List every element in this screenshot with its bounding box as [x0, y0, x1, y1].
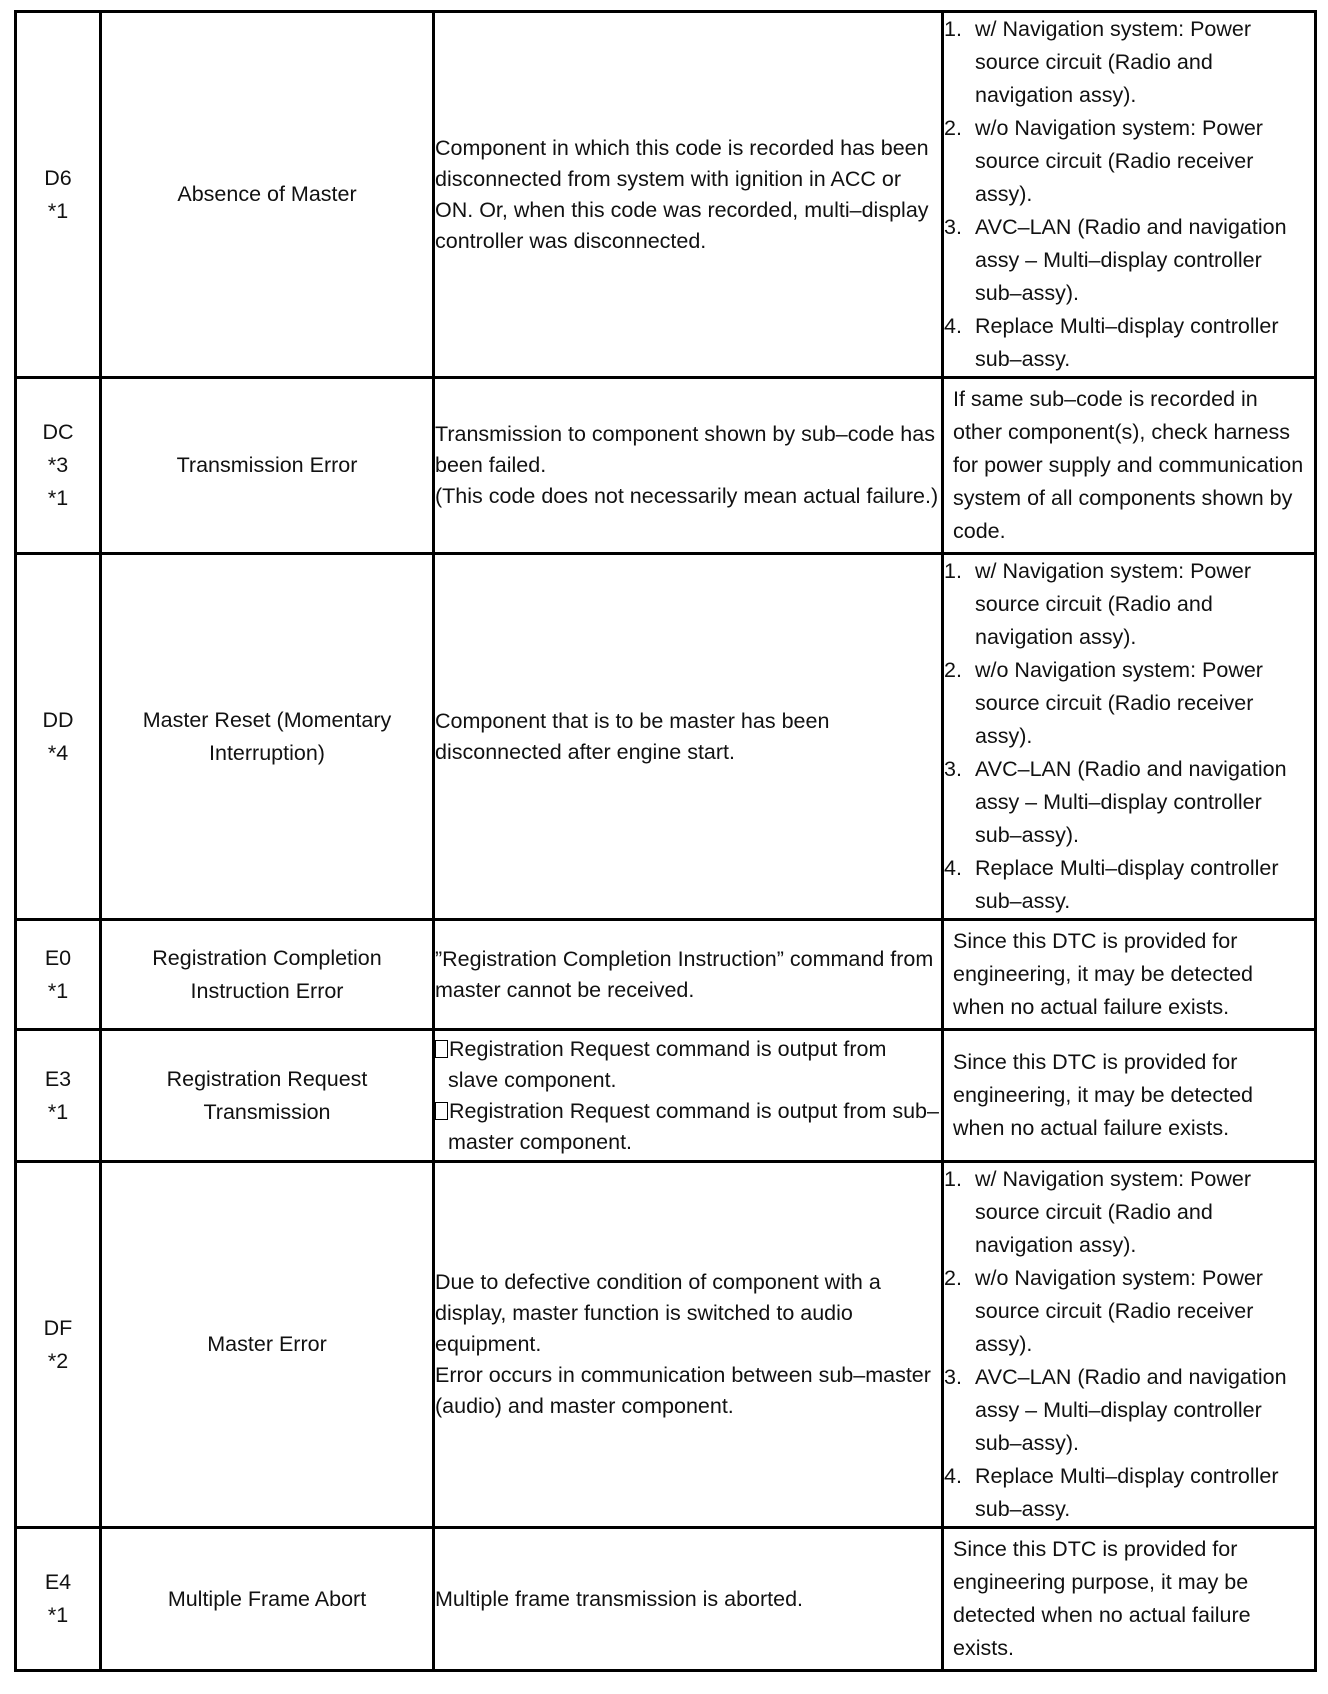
table-row [16, 554, 1316, 920]
dtc-note: *1 [47, 978, 69, 1003]
table-row [16, 920, 1316, 1030]
dtc-code: E0 [44, 945, 72, 970]
check-step: 1. w/ Navigation system: Power source circuit (Radio and navigation assy). [944, 559, 1252, 649]
dtc-note: *1 [47, 198, 69, 223]
check-item: Since this DTC is provided for engineering, it may be detected when no actual failure exists. [943, 1030, 1316, 1162]
detection-item: Multiple Frame Abort [101, 1528, 434, 1671]
detection-item: Registration Completion Instruction Error [101, 920, 434, 1030]
trouble-area [434, 378, 943, 554]
description-text: Component in which this code is recorded has been disconnected from system with ignition in ACC or ON. Or, when this code was recorded, multi–display controller was disconnected. [435, 135, 929, 253]
description-text: Component that is to be master has been disconnected after engine start. [435, 708, 830, 764]
check-item [943, 12, 1316, 378]
check-item [943, 554, 1316, 920]
check-step: 4. Replace Multi–display controller sub–assy. [944, 856, 1279, 913]
check-item: Since this DTC is provided for engineering purpose, it may be detected when no actual failure exists. [943, 1528, 1316, 1671]
check-step: 3. AVC–LAN (Radio and navigation assy – Multi–display controller sub–assy). [944, 1365, 1287, 1455]
check-step: 4. Replace Multi–display controller sub–assy. [944, 1464, 1279, 1521]
dtc-code-cell [16, 554, 101, 920]
description-text: Error occurs in communication between sub–master (audio) and master component. [435, 1363, 931, 1418]
check-step: 1. w/ Navigation system: Power source circuit (Radio and navigation assy). [944, 17, 1252, 107]
checkbox-glyph-icon [435, 1102, 448, 1120]
checkbox-glyph-icon [435, 1040, 448, 1058]
check-step: 2. w/o Navigation system: Power source circuit (Radio receiver assy). [944, 658, 1263, 748]
dtc-note: *3 [47, 453, 69, 477]
trouble-area [434, 12, 943, 378]
detection-item: Absence of Master [101, 12, 434, 378]
dtc-code: DC [42, 420, 74, 444]
table-row [16, 1528, 1316, 1671]
dtc-code-cell [16, 12, 101, 378]
dtc-note: *1 [47, 486, 69, 510]
trouble-area [434, 1162, 943, 1528]
dtc-code: DD [42, 707, 74, 732]
dtc-code: E4 [44, 1570, 72, 1594]
description-text: Multiple frame transmission is aborted. [435, 1586, 804, 1611]
check-steps [944, 13, 1314, 376]
detection-item: Registration Request Transmission [101, 1030, 434, 1162]
dtc-code-cell [16, 1528, 101, 1671]
trouble-area [434, 1030, 943, 1162]
check-item: If same sub–code is recorded in other component(s), check harness for power supply and communication system of all components shown by code. [943, 378, 1316, 554]
check-item [943, 1162, 1316, 1528]
dtc-code-cell [16, 1162, 101, 1528]
check-item: Since this DTC is provided for engineering, it may be detected when no actual failure exists. [943, 920, 1316, 1030]
dtc-code: DF [43, 1315, 73, 1340]
description-text: Due to defective condition of component with a display, master function is switched to audio equipment. [435, 1270, 881, 1356]
description-bullet: Registration Request command is output from sub–master component. [435, 1096, 941, 1158]
dtc-note: *4 [47, 740, 69, 765]
dtc-code: D6 [44, 165, 72, 190]
trouble-area [434, 920, 943, 1030]
detection-item: Transmission Error [101, 378, 434, 554]
detection-item: Master Reset (Momentary Interruption) [101, 554, 434, 920]
dtc-code: E3 [44, 1066, 72, 1091]
dtc-table [14, 10, 1317, 1672]
check-step: 3. AVC–LAN (Radio and navigation assy – Multi–display controller sub–assy). [944, 757, 1287, 847]
trouble-area [434, 554, 943, 920]
description-text: (This code does not necessarily mean actual failure.) [435, 484, 939, 508]
check-step: 2. w/o Navigation system: Power source circuit (Radio receiver assy). [944, 1266, 1263, 1356]
check-step: 2. w/o Navigation system: Power source circuit (Radio receiver assy). [944, 116, 1263, 206]
description-text: Transmission to component shown by sub–code has been failed. [435, 422, 935, 477]
trouble-area [434, 1528, 943, 1671]
description-bullet: Registration Request command is output from slave component. [435, 1034, 941, 1096]
dtc-code-cell [16, 378, 101, 554]
table-row [16, 1162, 1316, 1528]
description-text: ”Registration Completion Instruction” command from master cannot be received. [435, 946, 934, 1002]
check-step: 1. w/ Navigation system: Power source circuit (Radio and navigation assy). [944, 1167, 1252, 1257]
dtc-note: *1 [47, 1603, 69, 1627]
table-row [16, 12, 1316, 378]
dtc-code-cell [16, 1030, 101, 1162]
detection-item: Master Error [101, 1162, 434, 1528]
table-row [16, 1030, 1316, 1162]
table-row [16, 378, 1316, 554]
dtc-note: *1 [47, 1099, 69, 1124]
dtc-code-cell [16, 920, 101, 1030]
check-step: 3. AVC–LAN (Radio and navigation assy – Multi–display controller sub–assy). [944, 215, 1287, 305]
check-steps [944, 1163, 1314, 1526]
check-steps [944, 555, 1314, 918]
dtc-note: *2 [47, 1348, 69, 1373]
check-step: 4. Replace Multi–display controller sub–assy. [944, 314, 1279, 371]
